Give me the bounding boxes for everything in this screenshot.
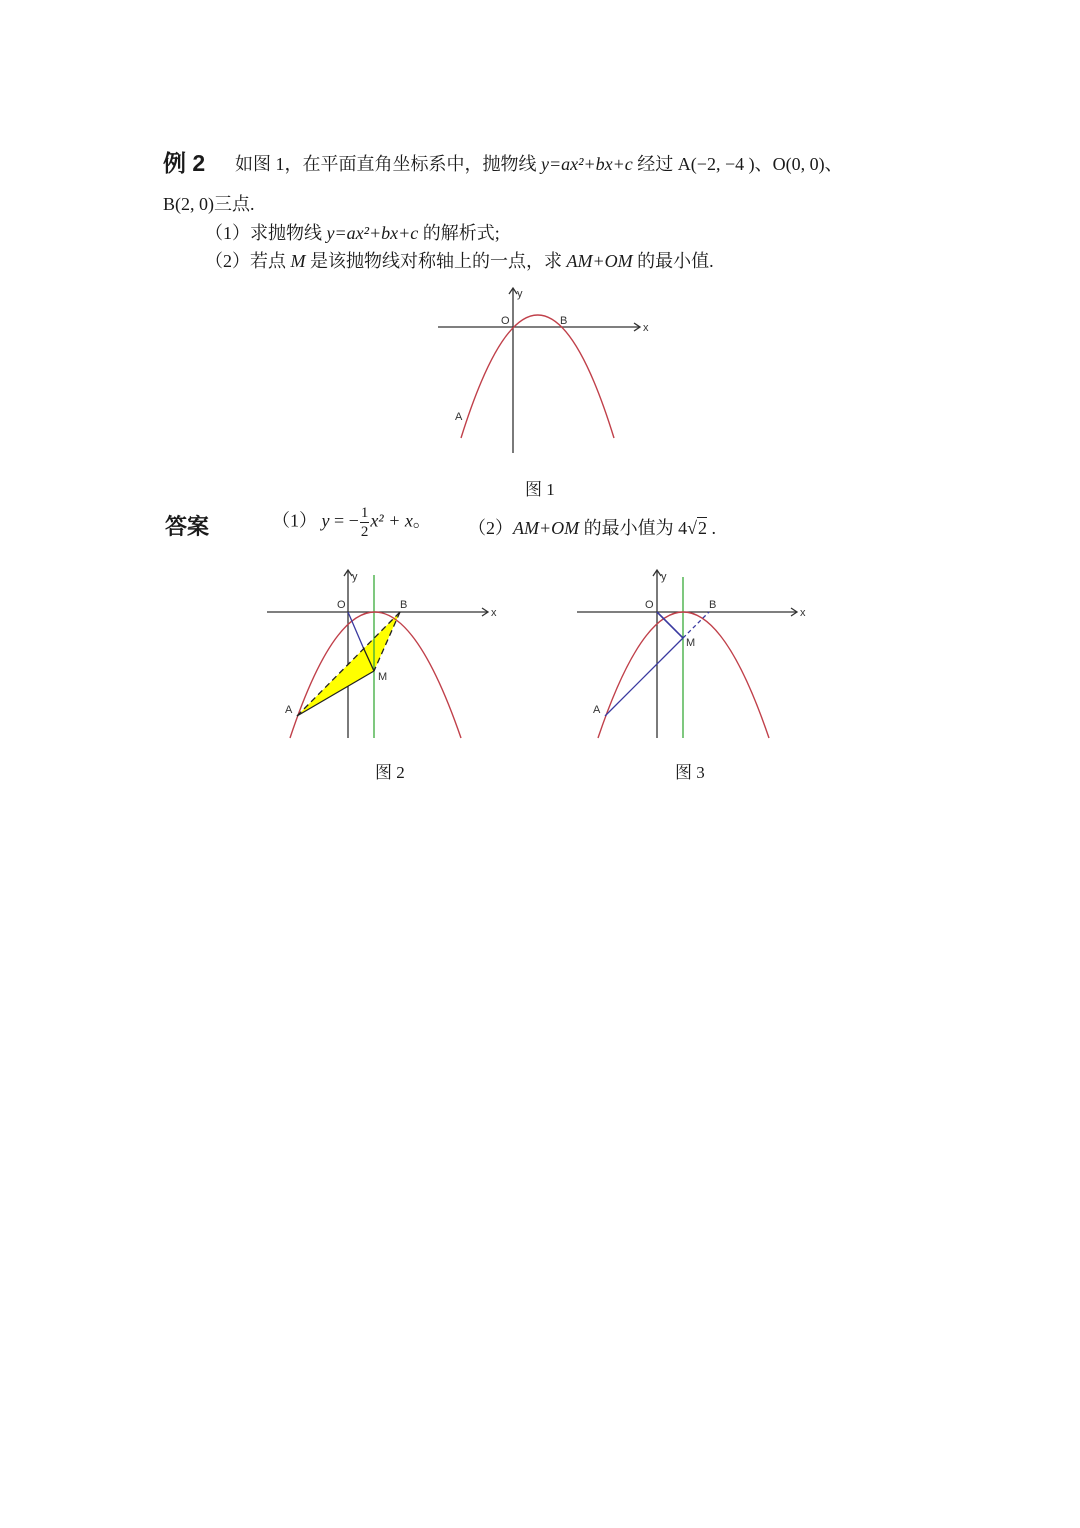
y-label: y — [661, 571, 667, 583]
q1-suffix: 的解析式; — [418, 223, 500, 243]
y-label: y — [517, 288, 523, 300]
point-b-label: B — [400, 599, 408, 611]
point-m-label: M — [686, 637, 696, 649]
answer-2-expr: AM+OM — [513, 518, 580, 538]
x-label: x — [800, 607, 806, 619]
point-m-label: M — [378, 671, 388, 683]
q1-equation: y=ax²+bx+c — [326, 223, 419, 243]
fraction-one-half — [360, 504, 370, 541]
point-o-label: O — [337, 599, 346, 611]
point-a-label: A — [455, 411, 463, 423]
answer-2-end: . — [707, 518, 717, 538]
parabola — [290, 612, 461, 738]
q2-prefix: （2）若点 — [205, 251, 291, 271]
point-o-label: O — [645, 599, 654, 611]
answer-1-end: 。 — [412, 510, 431, 531]
problem-label: 例 2 — [163, 150, 206, 176]
answer-2-sqrt: 2 — [698, 518, 708, 538]
q1-prefix: （1）求抛物线 — [205, 223, 327, 243]
q2-point: M — [290, 251, 306, 271]
q2-mid: 是该抛物线对称轴上的一点，求 — [305, 251, 567, 271]
answer-part-1 — [272, 504, 431, 541]
segment-om — [657, 612, 683, 638]
answer-2-prefix: （2） — [468, 518, 513, 538]
figure-3-caption: 图 3 — [675, 763, 705, 782]
x-label: x — [643, 322, 649, 334]
segment-am — [605, 638, 683, 716]
intro-text-a: 如图 1，在平面直角坐标系中，抛物线 — [235, 154, 541, 174]
segment-om-blue — [348, 612, 363, 647]
y-label: y — [352, 571, 358, 583]
parabola — [461, 315, 614, 438]
figure-2-caption: 图 2 — [375, 763, 405, 782]
point-o-label: O — [501, 315, 510, 327]
figure-1-caption: 图 1 — [525, 480, 555, 499]
point-b-label: B — [709, 599, 717, 611]
answer-1-rest: x² + x — [370, 510, 413, 531]
answer-label: 答案 — [165, 514, 210, 540]
fraction-denominator: 2 — [360, 524, 369, 540]
sqrt-icon: √ — [687, 518, 698, 538]
figure-3 — [577, 570, 806, 738]
segment-mb-dashed — [683, 612, 709, 638]
x-label: x — [491, 607, 497, 619]
intro-equation: y=ax²+bx+c — [541, 154, 633, 174]
answer-1-prefix: （1） — [272, 510, 317, 531]
point-a-label: A — [285, 704, 293, 716]
answer-1-y: y — [321, 510, 330, 531]
answer-1-eq: = − — [329, 510, 359, 531]
point-b-label: B — [560, 315, 568, 327]
fraction-numerator: 1 — [360, 505, 369, 521]
q2-suffix: 的最小值. — [632, 251, 714, 271]
answer-2-text: 的最小值为 4 — [579, 518, 688, 538]
intro-text-b: 经过 A(−2, −4 )、O(0, 0)、 — [632, 154, 843, 174]
q2-expr: AM+OM — [566, 251, 633, 271]
figure-1 — [438, 288, 649, 453]
problem-intro-line2: B(2, 0)三点. — [163, 194, 255, 214]
figure-2 — [267, 570, 497, 738]
point-a-label: A — [593, 704, 601, 716]
answer-part-2 — [468, 514, 716, 540]
